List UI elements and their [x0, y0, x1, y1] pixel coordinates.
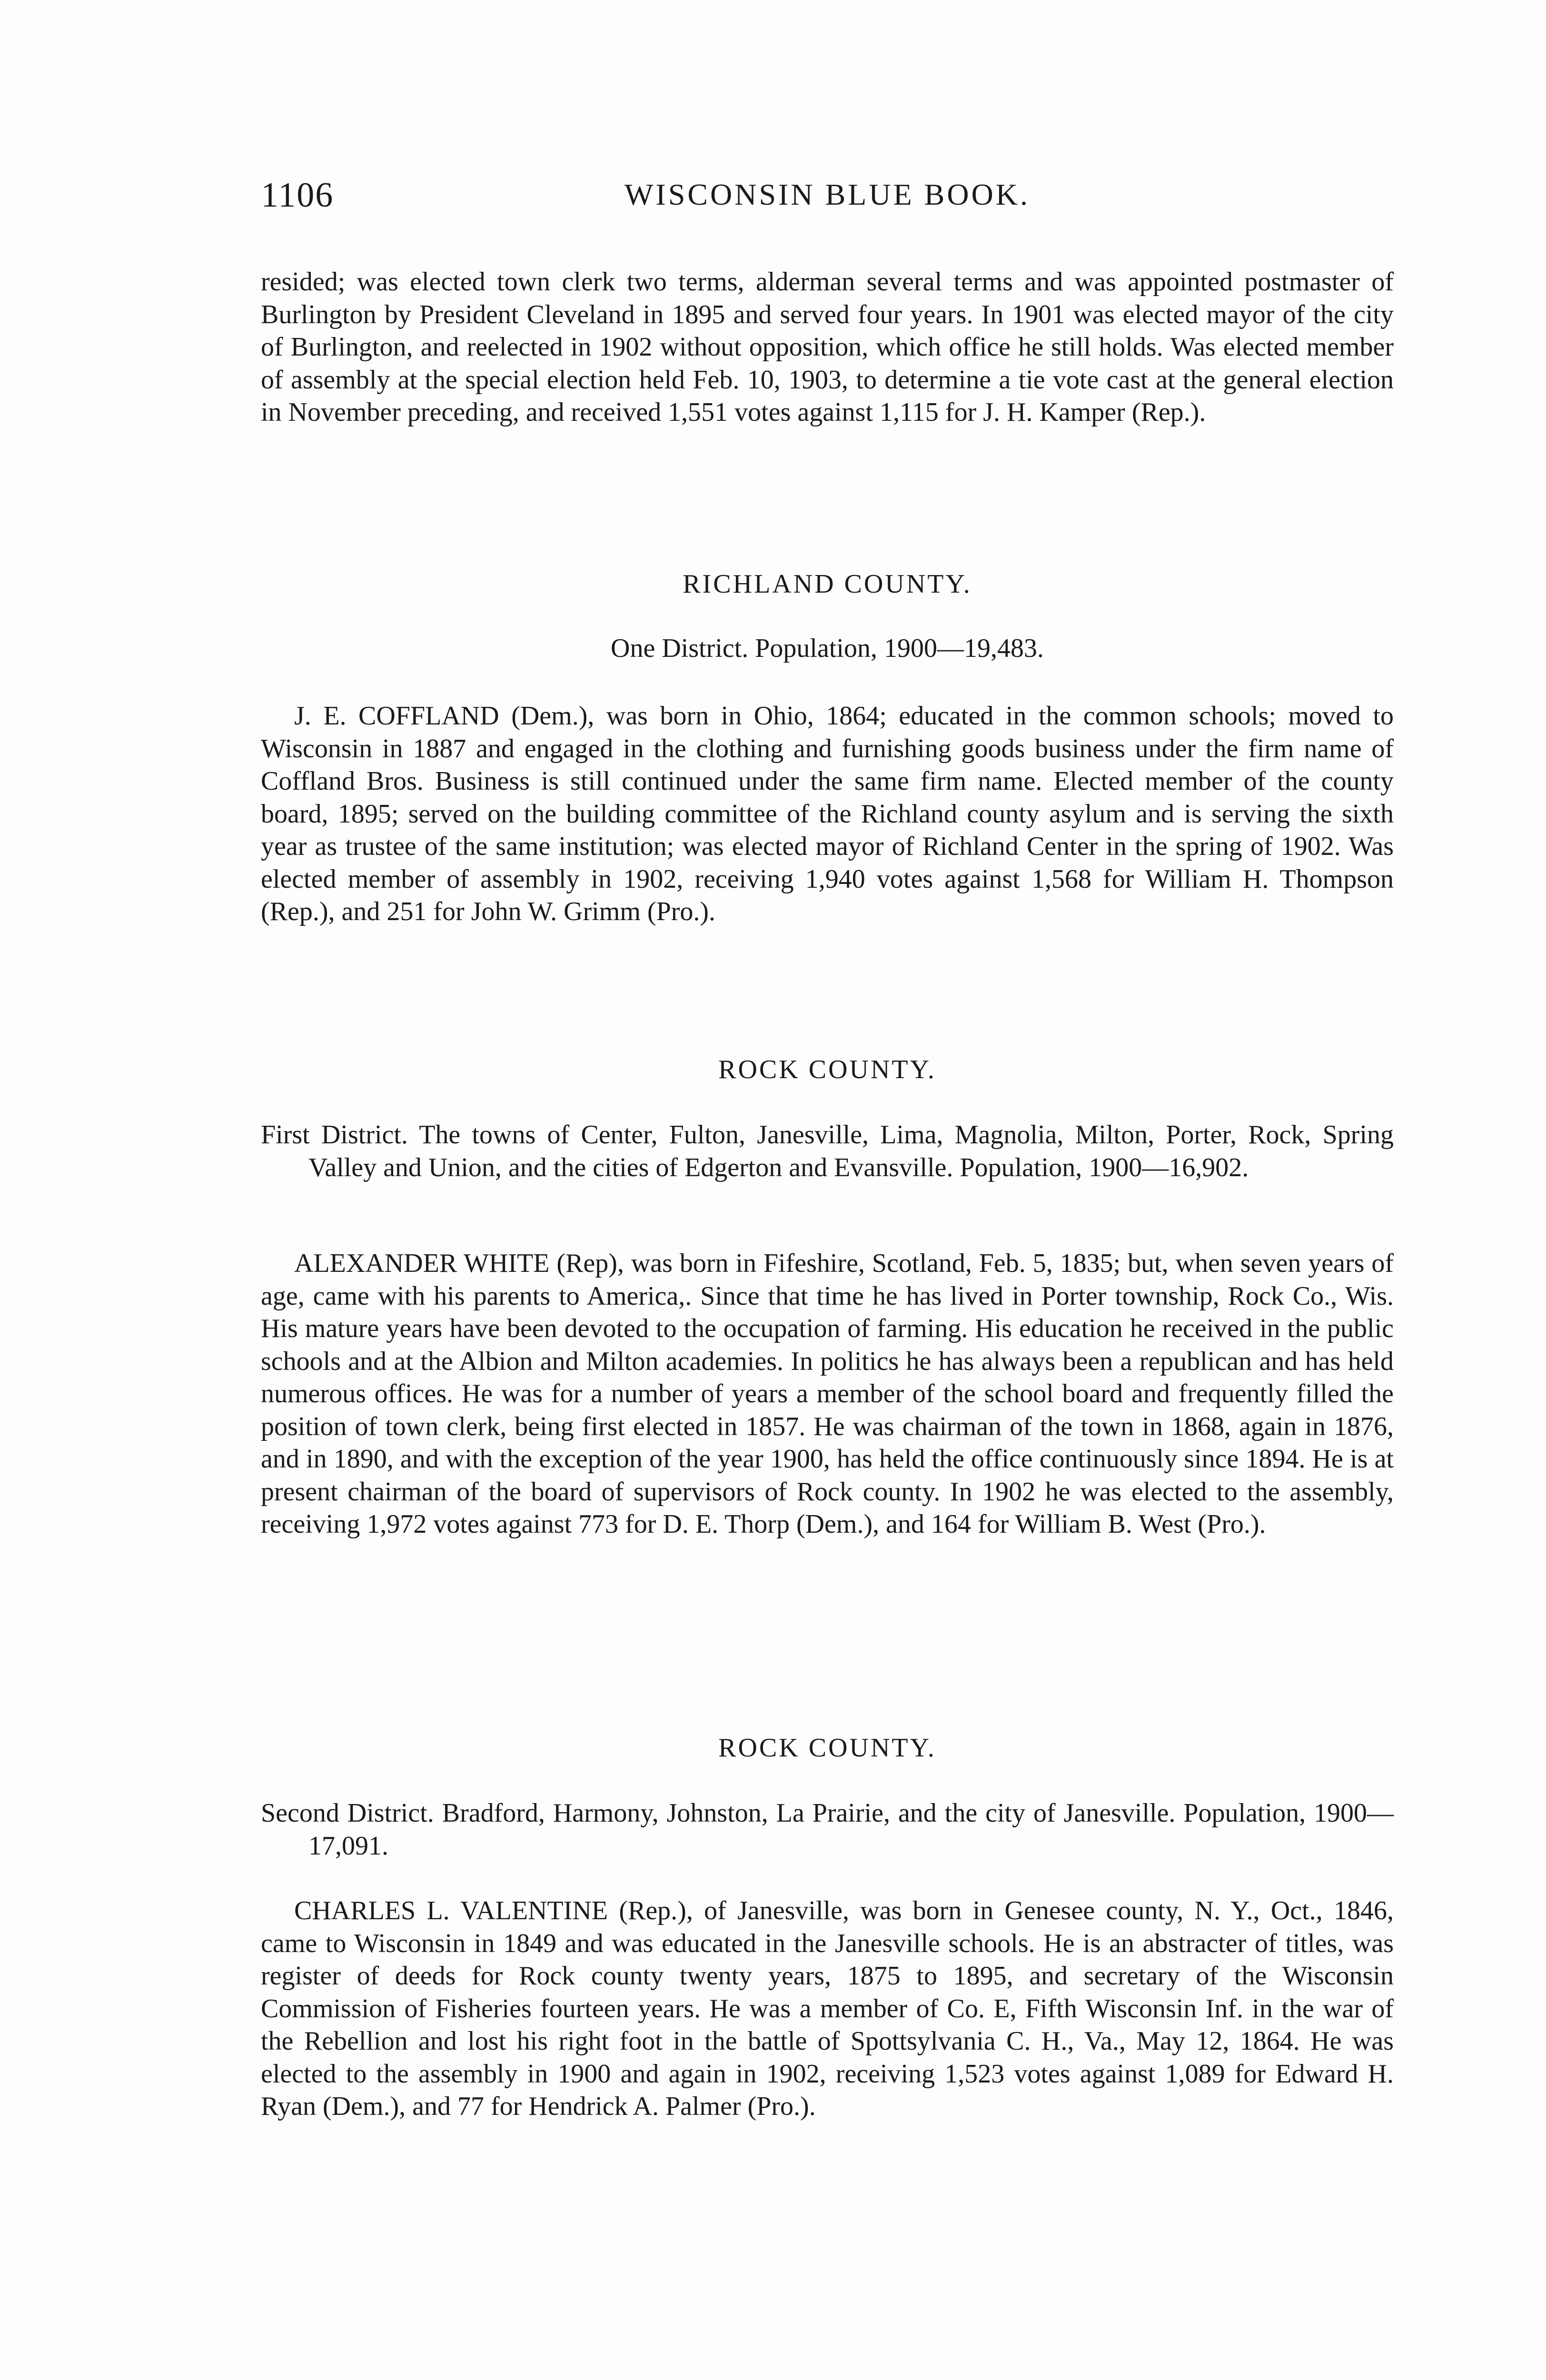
rock-second-district-text: Bradford, Harmony, Johnston, La Prairie, and the city of Janesville. Population, 1900—17,091.	[308, 1798, 1394, 1861]
running-title: WISCONSIN BLUE BOOK.	[624, 178, 1030, 211]
rock-second-district-block	[261, 1797, 1394, 1862]
richland-county-title: RICHLAND COUNTY.	[683, 569, 972, 599]
rock-first-district-description	[261, 1119, 1394, 1184]
rock-first-district-block	[261, 1119, 1394, 1184]
white-biography: ALEXANDER WHITE (Rep), was born in Fifeshire, Scotland, Feb. 5, 1835; but, when seven years of age, came with his parents to America,. Since that time he has lived in Porter township, Rock Co., Wis. His mature years have been devoted to the occupation of farming. His education he received in the public schools and at the Albion and Milton academies. In politics he has always been a republican and has held numerous offices. He was for a number of years a member of the school board and frequently filled the position of town clerk, being first elected in 1857. He was chairman of the town in 1868, again in 1876, and in 1890, and with the exception of the year 1900, has held the office continuously since 1894. He is at present chairman of the board of supervisors of Rock county. In 1902 he was elected to the assembly, receiving 1,972 votes against 773 for D. E. Thorp (Dem.), and 164 for William B. West (Pro.).	[261, 1249, 1394, 1539]
rock-first-district-label: First District.	[261, 1120, 408, 1150]
rock-first-district-text: The towns of Center, Fulton, Janesville, Lima, Magnolia, Milton, Porter, Rock, Spring Valley and Union, and the cities of Edgerton and Evansville. Population, 1900—16,902.	[308, 1120, 1394, 1182]
rock-county-second-title: ROCK COUNTY.	[718, 1733, 936, 1763]
richland-district-line: One District. Population, 1900—19,483.	[611, 634, 1044, 663]
richland-biography-block	[261, 700, 1394, 928]
page-header	[261, 175, 1394, 218]
intro-paragraph-block	[261, 266, 1394, 429]
coffland-biography: J. E. COFFLAND (Dem.), was born in Ohio, 1864; educated in the common schools; moved to Wisconsin in 1887 and engaged in the clothing and furnishing goods business under the firm name of Coffland Bros. Business is still continued under the same firm name. Elected member of the county board, 1895; served on the building committee of the Richland county asylum and is serving the sixth year as trustee of the same institution; was elected mayor of Richland Center in the spring of 1902. Was elected member of assembly in 1902, receiving 1,940 votes against 1,568 for William H. Thompson (Rep.), and 251 for John W. Grimm (Pro.).	[261, 701, 1394, 926]
rock-county-first-title: ROCK COUNTY.	[718, 1055, 936, 1084]
rock-first-biography-block	[261, 1247, 1394, 1541]
page-number: 1106	[261, 176, 334, 215]
rock-second-biography-block	[261, 1894, 1394, 2123]
intro-paragraph: resided; was elected town clerk two terms, alderman several terms and was appointed postmaster of Burlington by President Cleveland in 1895 and served four years. In 1901 was elected mayor of the city of Burlington, and reelected in 1902 without opposition, which office he still holds. Was elected member of assembly at the special election held Feb. 10, 1903, to determine a tie vote cast at the general election in November preceding, and received 1,551 votes against 1,115 for J. H. Kamper (Rep.).	[261, 267, 1394, 427]
valentine-biography: CHARLES L. VALENTINE (Rep.), of Janesville, was born in Genesee county, N. Y., Oct., 1846, came to Wisconsin in 1849 and was educated in the Janesville schools. He is an abstracter of titles, was register of deeds for Rock county twenty years, 1875 to 1895, and secretary of the Wisconsin Commission of Fisheries fourteen years. He was a member of Co. E, Fifth Wisconsin Inf. in the war of the Rebellion and lost his right foot in the battle of Spottsylvania C. H., Va., May 12, 1864. He was elected to the assembly in 1900 and again in 1902, receiving 1,523 votes against 1,089 for Edward H. Ryan (Dem.), and 77 for Hendrick A. Palmer (Pro.).	[261, 1896, 1394, 2121]
rock-second-district-label: Second District.	[261, 1798, 434, 1828]
rock-second-district-description	[261, 1797, 1394, 1862]
